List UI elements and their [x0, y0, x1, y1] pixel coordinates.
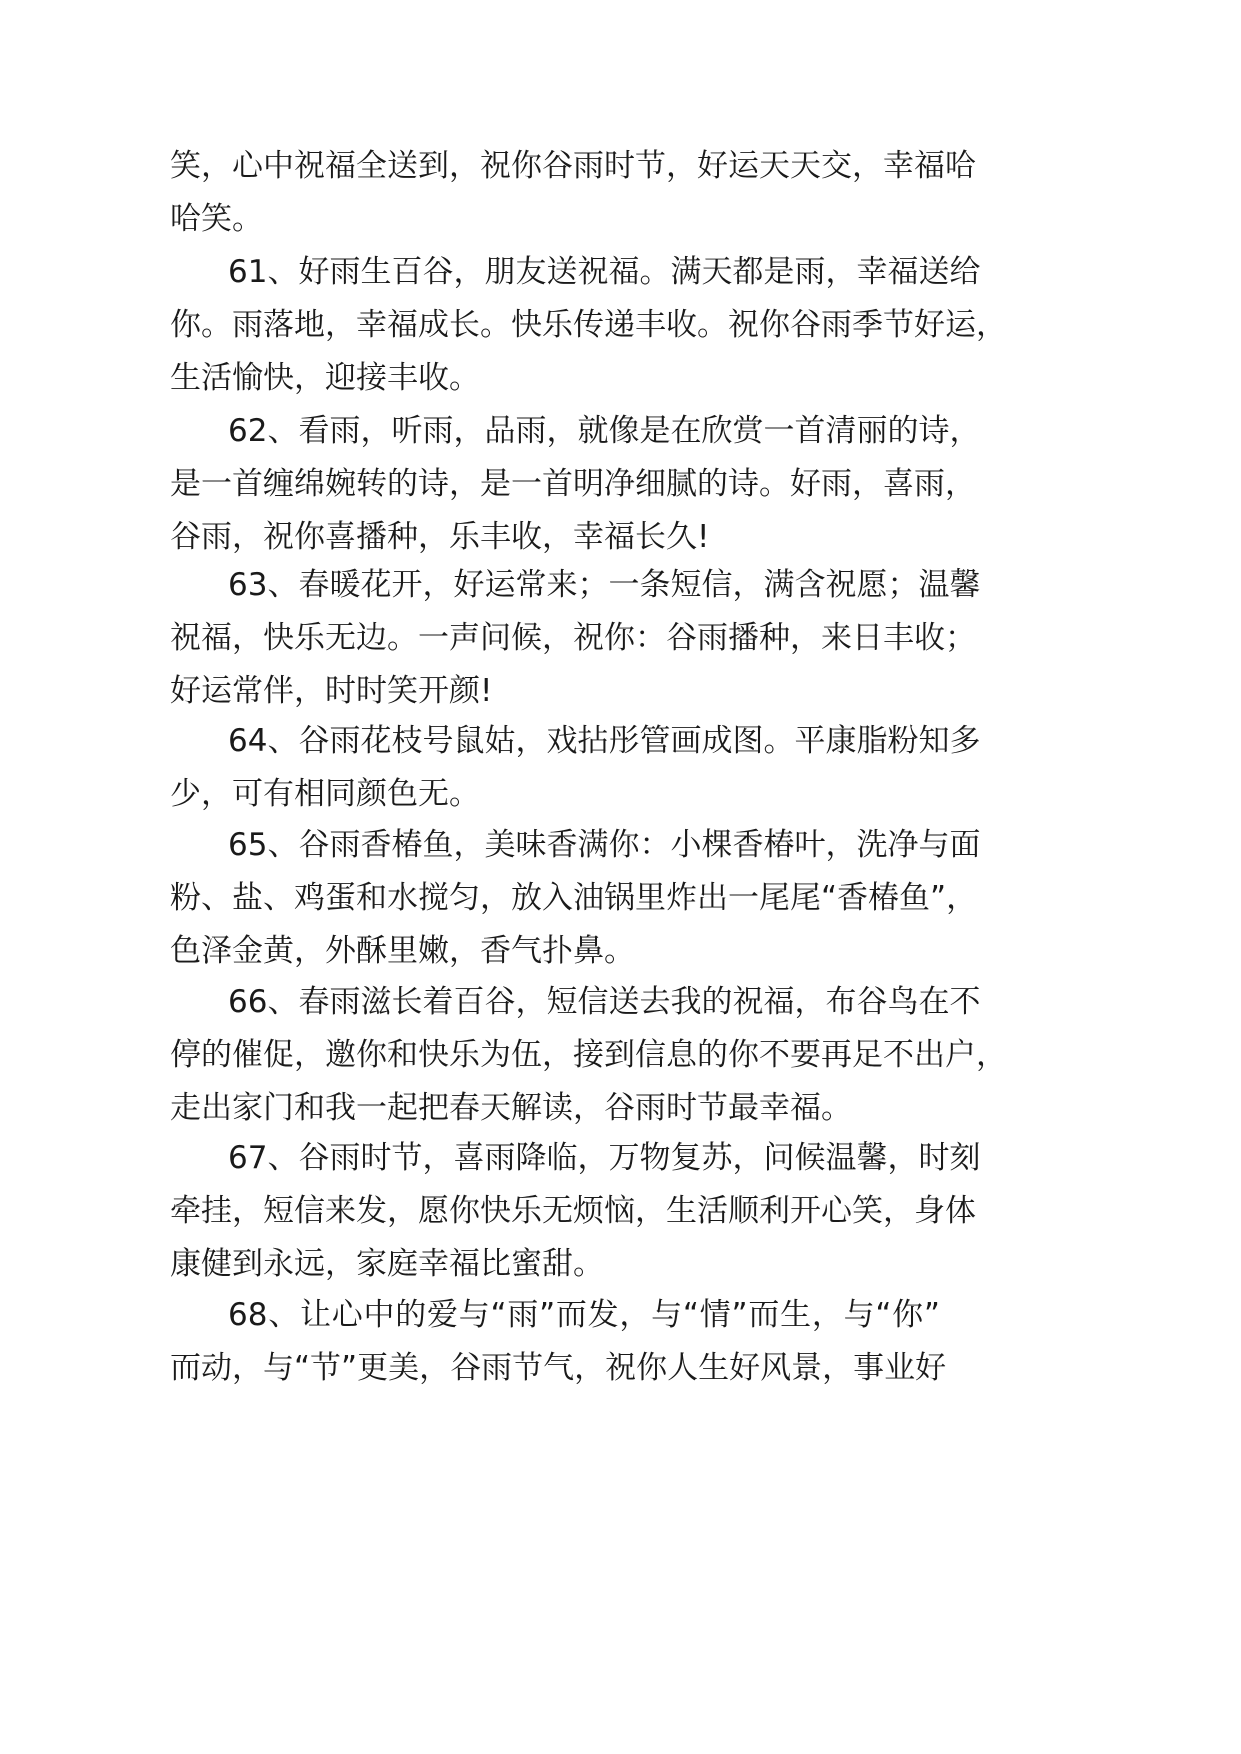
text-line: 62、看雨，听雨，品雨，就像是在欣赏一首清丽的诗， [228, 413, 981, 449]
text-line: 哈笑。 [170, 201, 263, 237]
text-line: 65、谷雨香椿鱼，美味香满你：小棵香椿叶，洗净与面 [228, 827, 981, 863]
text-line: 生活愉快，迎接丰收。 [170, 360, 480, 396]
text-line: 少，可有相同颜色无。 [170, 776, 480, 812]
text-line: 68、让心中的爱与“雨”而发，与“情”而生，与“你” [228, 1297, 940, 1333]
text-line: 停的催促，邀你和快乐为伍，接到信息的你不要再足不出户， [170, 1037, 1007, 1073]
text-line: 走出家门和我一起把春天解读，谷雨时节最幸福。 [170, 1090, 852, 1126]
text-line: 66、春雨滋长着百谷，短信送去我的祝福，布谷鸟在不 [228, 984, 981, 1020]
text-line: 康健到永远，家庭幸福比蜜甜。 [170, 1246, 604, 1282]
text-line: 谷雨，祝你喜播种，乐丰收，幸福长久! [170, 519, 710, 555]
text-line: 61、好雨生百谷，朋友送祝福。满天都是雨，幸福送给 [228, 254, 981, 290]
text-line: 67、谷雨时节，喜雨降临，万物复苏，问候温馨，时刻 [228, 1140, 981, 1176]
text-line: 你。雨落地，幸福成长。快乐传递丰收。祝你谷雨季节好运， [170, 307, 1007, 343]
text-line: 64、谷雨花枝号鼠姑，戏拈彤管画成图。平康脂粉知多 [228, 723, 981, 759]
text-line: 笑，心中祝福全送到，祝你谷雨时节，好运天天交，幸福哈 [170, 148, 976, 184]
text-line: 粉、盐、鸡蛋和水搅匀，放入油锅里炸出一尾尾“香椿鱼”， [170, 880, 978, 916]
text-line: 63、春暖花开，好运常来；一条短信，满含祝愿；温馨 [228, 567, 981, 603]
text-line: 牵挂，短信来发，愿你快乐无烦恼，生活顺利开心笑，身体 [170, 1193, 976, 1229]
text-line: 是一首缠绵婉转的诗，是一首明净细腻的诗。好雨，喜雨， [170, 466, 976, 502]
text-line: 好运常伴，时时笑开颜! [170, 673, 493, 709]
text-line: 而动，与“节”更美，谷雨节气，祝你人生好风景，事业好 [170, 1350, 947, 1386]
text-line: 色泽金黄，外酥里嫩，香气扑鼻。 [170, 933, 635, 969]
text-line: 祝福，快乐无边。一声问候，祝你：谷雨播种，来日丰收； [170, 620, 976, 656]
